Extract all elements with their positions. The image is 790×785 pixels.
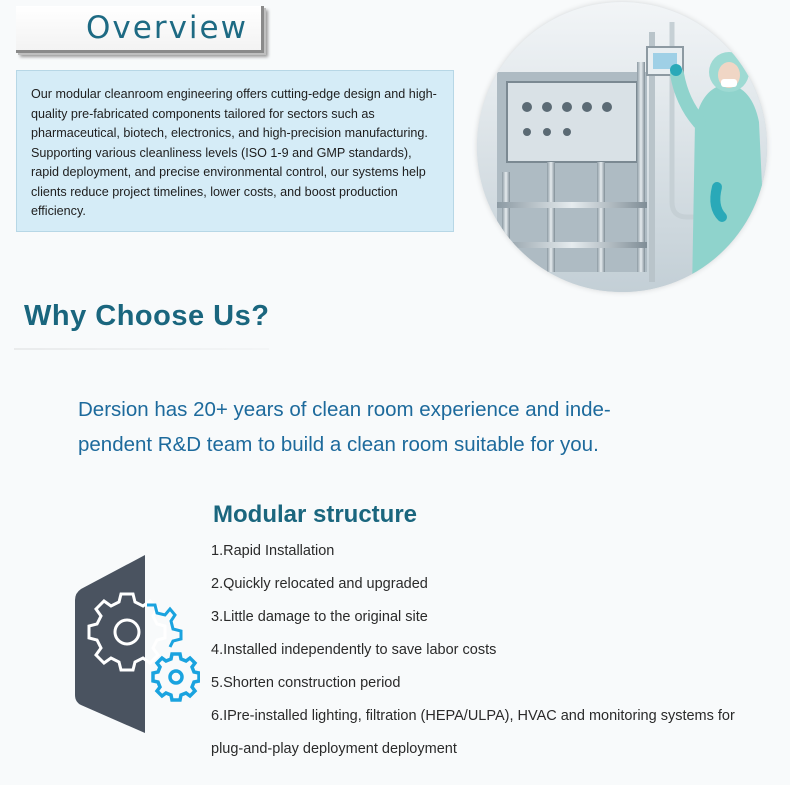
overview-box bbox=[16, 70, 454, 232]
list-item: 6.IPre-installed lighting, filtration (HEPA/ULPA), HVAC and monitoring systems for plug-and-play deployment deployment bbox=[211, 708, 735, 757]
feature-list bbox=[211, 541, 771, 766]
list-item: 3.Little damage to the original site bbox=[211, 609, 428, 625]
overview-banner bbox=[16, 6, 264, 53]
modular-structure-title: Modular structure bbox=[213, 501, 418, 528]
section-divider bbox=[14, 348, 269, 350]
why-choose-us-title: Why Choose Us? bbox=[24, 300, 270, 332]
overview-text: Our modular cleanroom engineering offers cutting-edge design and high-quality pre-fabricated components tailored for sectors such as pharmaceutical, biotech, electronics, and high-precision manufacturing. Supporting various cleanliness levels (ISO 1-9 and GMP standards), rapid deployment, and precise environmental control, our systems help clients reduce project timelines, lower costs, and boost production efficiency. bbox=[31, 87, 437, 218]
list-item: 5.Shorten construction period bbox=[211, 675, 401, 691]
gears-icon bbox=[75, 555, 200, 733]
cleanroom-photo bbox=[477, 2, 767, 292]
list-item: 1.Rapid Installation bbox=[211, 543, 335, 559]
overview-title: Overview bbox=[86, 10, 248, 46]
list-item: 2.Quickly relocated and upgraded bbox=[211, 576, 428, 592]
dersion-intro-text: Dersion has 20+ years of clean room experience and inde-pendent R&D team to build a clean room suitable for you. bbox=[78, 398, 611, 456]
list-item: 4.Installed independently to save labor costs bbox=[211, 642, 497, 658]
